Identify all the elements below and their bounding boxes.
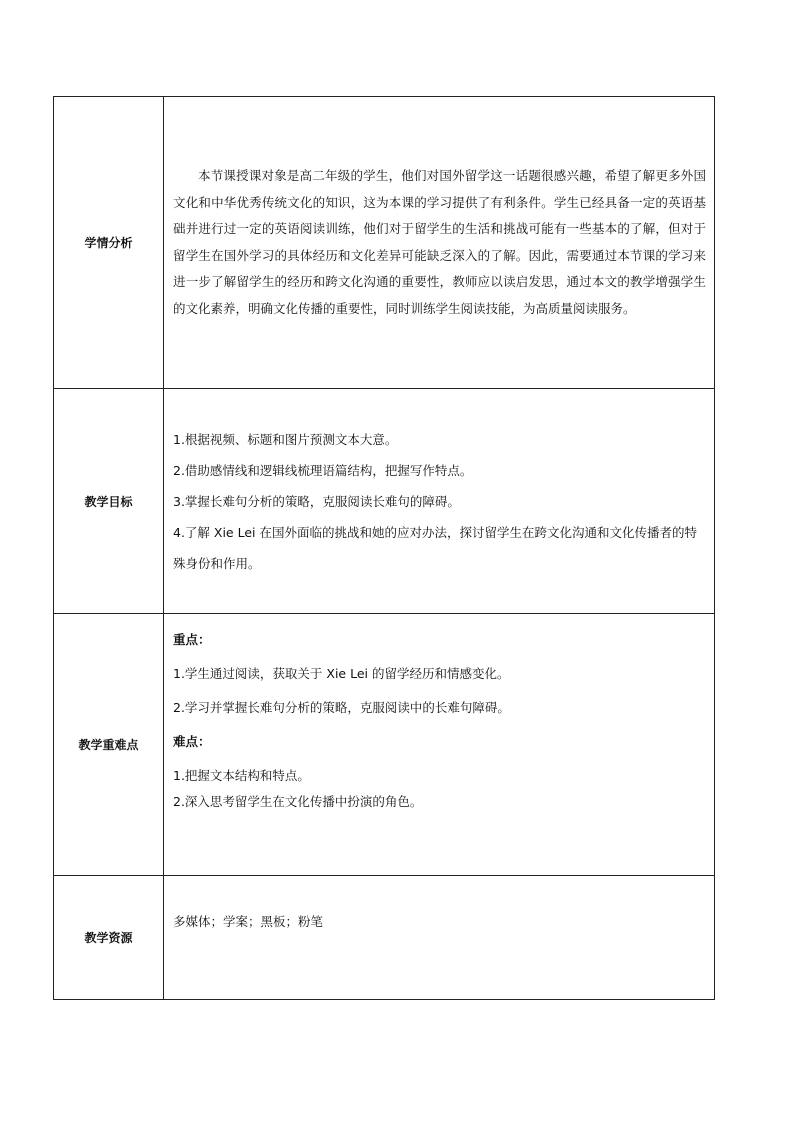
goal-item-4: 4.了解 Xie Lei 在国外面临的挑战和她的应对办法，探讨留学生在跨文化沟通和文化传播者的特殊身份和作用。 (173, 524, 697, 571)
difficult-item-2: 2.深入思考留学生在文化传播中扮演的角色。 (173, 794, 423, 809)
student-analysis-text: 本节课授课对象是高二年级的学生，他们对国外留学这一话题很感兴趣，希望了解更多外国文化和中华优秀传统文化的知识，这为本课的学习提供了有利条件。学生已经具备一定的英语基础并进行过一定的英语阅读训练，他们对于留学生的生活和挑战可能有一些基本的了解，但对于留学生在国外学习的具体经历和文化差异可能缺乏深入的了解。因此，需要通过本节课的学习来进一步了解留学生的经历和跨文化沟通的重要性，教师应以读启发思，通过本文的教学增强学生的文化素养，明确文化传播的重要性，同时训练学生阅读技能，为高质量阅读服务。 (173, 168, 706, 316)
difficult-heading: 难点： (173, 734, 211, 749)
label-key-points: 教学重难点 (54, 614, 164, 876)
label-resources: 教学资源 (54, 876, 164, 1000)
content-resources (164, 876, 715, 1000)
content-student-analysis (164, 97, 715, 389)
row-student-analysis (54, 97, 715, 389)
key-item-2: 2.学习并掌握长难句分析的策略，克服阅读中的长难句障碍。 (173, 700, 510, 715)
content-key-points (164, 614, 715, 876)
goal-item-1: 1.根据视频、标题和图片预测文本大意。 (173, 431, 398, 447)
label-student-analysis: 学情分析 (54, 97, 164, 389)
content-teaching-goals (164, 389, 715, 614)
key-heading: 重点： (173, 632, 211, 647)
goal-item-2: 2.借助感情线和逻辑线梳理语篇结构，把握写作特点。 (173, 462, 473, 478)
row-resources (54, 876, 715, 1000)
label-teaching-goals: 教学目标 (54, 389, 164, 614)
row-teaching-goals (54, 389, 715, 614)
lesson-plan-table (53, 96, 715, 1000)
difficult-item-1: 1.把握文本结构和特点。 (173, 768, 310, 783)
row-key-points (54, 614, 715, 876)
resources-text: 多媒体；学案；黑板；粉笔 (173, 914, 324, 929)
key-item-1: 1.学生通过阅读，获取关于 Xie Lei 的留学经历和情感变化。 (173, 666, 510, 681)
goal-item-3: 3.掌握长难句分析的策略，克服阅读长难句的障碍。 (173, 493, 460, 509)
